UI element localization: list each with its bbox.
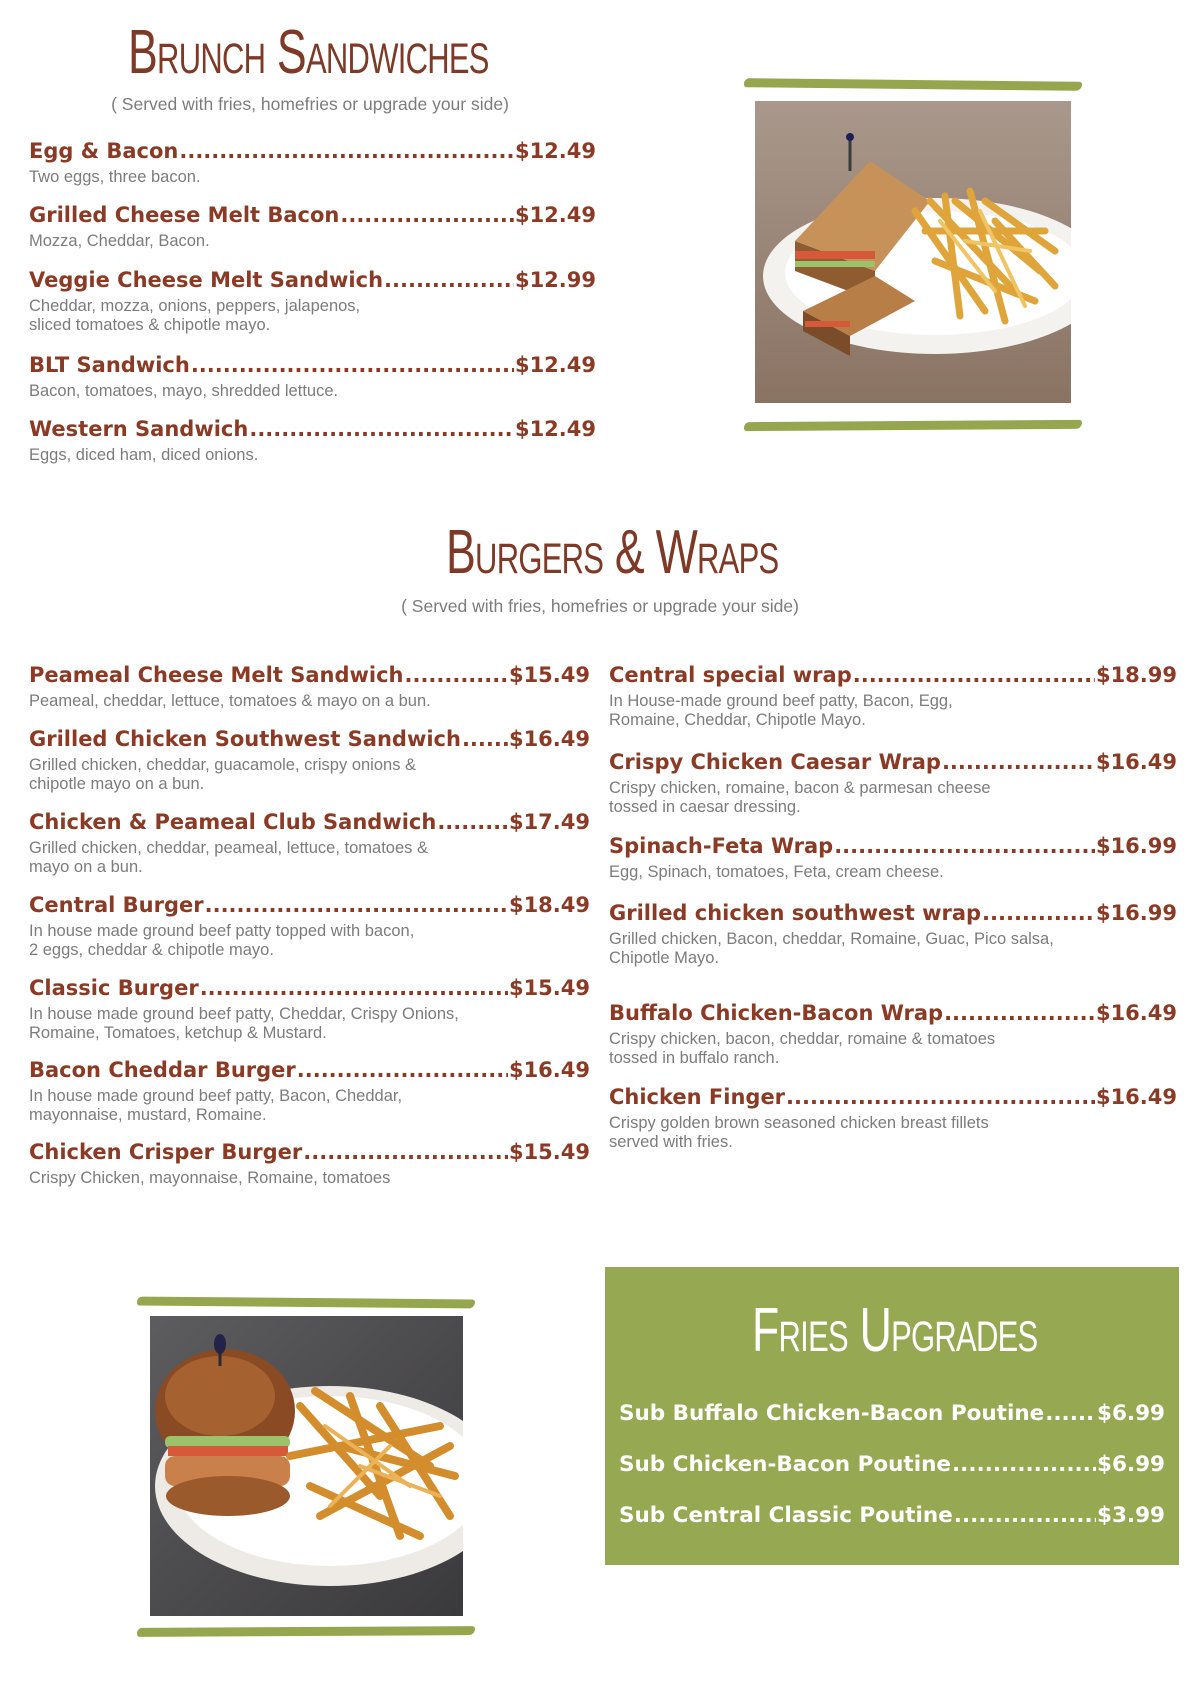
menu-item-price: $12.49 <box>514 353 596 377</box>
menu-item-price: $15.49 <box>508 976 590 1000</box>
menu-item-description: Crispy chicken, romaine, bacon & parmesan cheese tossed in caesar dressing. <box>609 779 991 817</box>
brush-stroke <box>744 420 1082 431</box>
menu-item <box>29 893 590 960</box>
dot-leader <box>942 750 1095 774</box>
menu-item <box>609 750 1177 817</box>
dot-leader <box>303 1140 508 1164</box>
dot-leader <box>954 1504 1096 1529</box>
menu-item-description: In house made ground beef patty, Cheddar, Crispy Onions, Romaine, Tomatoes, ketchup & Mustard. <box>29 1005 459 1043</box>
burgers-subtitle: ( Served with fries, homefries or upgrade your side) <box>401 596 799 616</box>
menu-item <box>29 353 596 401</box>
menu-item <box>29 810 590 877</box>
dot-leader <box>952 1453 1096 1478</box>
menu-item-description: Crispy chicken, bacon, cheddar, romaine & tomatoes tossed in buffalo ranch. <box>609 1030 996 1068</box>
menu-item-row <box>29 268 596 292</box>
menu-item-name: Western Sandwich <box>29 417 249 441</box>
dot-leader <box>249 417 514 441</box>
menu-item-name: Sub Central Classic Poutine <box>619 1503 953 1528</box>
menu-item-price: $12.49 <box>514 139 596 163</box>
menu-item-row <box>609 1085 1177 1109</box>
club-sandwich-fries-image <box>755 101 1071 403</box>
menu-item <box>29 268 596 335</box>
menu-item <box>29 727 590 794</box>
menu-item-name: Peameal Cheese Melt Sandwich <box>29 663 404 687</box>
dot-leader <box>179 139 514 163</box>
menu-item <box>29 976 590 1043</box>
menu-item-price: $16.99 <box>1095 834 1177 858</box>
menu-item <box>29 139 596 187</box>
menu-item-description: Crispy golden brown seasoned chicken breast fillets served with fries. <box>609 1114 989 1152</box>
menu-item-row <box>609 901 1177 925</box>
menu-item-price: $16.49 <box>1095 1085 1177 1109</box>
menu-item-row <box>609 1001 1177 1025</box>
menu-item-price: $16.49 <box>1095 1001 1177 1025</box>
fries-upgrades-box <box>605 1267 1179 1565</box>
menu-item <box>29 417 596 465</box>
menu-item-description: In House-made ground beef patty, Bacon, Egg, Romaine, Cheddar, Chipotle Mayo. <box>609 692 953 730</box>
menu-item-row <box>29 139 596 163</box>
menu-item-name: Grilled chicken southwest wrap <box>609 901 982 925</box>
dot-leader <box>437 810 508 834</box>
menu-item-name: Spinach-Feta Wrap <box>609 834 834 858</box>
menu-item-price: $6.99 <box>1096 1452 1165 1477</box>
menu-item-description: Bacon, tomatoes, mayo, shredded lettuce. <box>29 382 339 401</box>
menu-item-row <box>29 976 590 1000</box>
dot-leader <box>191 353 514 377</box>
menu-item-row <box>29 663 590 687</box>
menu-item-name: Chicken Finger <box>609 1085 786 1109</box>
menu-item-price: $17.49 <box>508 810 590 834</box>
burger-photo <box>150 1316 463 1616</box>
menu-item-row <box>29 353 596 377</box>
menu-item-price: $3.99 <box>1096 1503 1165 1528</box>
menu-item-description: Peameal, cheddar, lettuce, tomatoes & mayo on a bun. <box>29 692 431 711</box>
menu-item-price: $16.99 <box>1095 901 1177 925</box>
menu-item-row <box>619 1504 1165 1529</box>
dot-leader <box>462 727 508 751</box>
menu-item-name: Buffalo Chicken-Bacon Wrap <box>609 1001 944 1025</box>
menu-item <box>29 203 596 251</box>
menu-item-price: $16.49 <box>508 1058 590 1082</box>
brush-stroke <box>137 1626 475 1637</box>
menu-item-description: Eggs, diced ham, diced onions. <box>29 446 259 465</box>
menu-item-name: Sub Buffalo Chicken-Bacon Poutine <box>619 1401 1045 1426</box>
menu-item-name: Grilled Cheese Melt Bacon <box>29 203 340 227</box>
dot-leader <box>205 893 508 917</box>
menu-item <box>609 1001 1177 1068</box>
menu-item-row <box>29 1058 590 1082</box>
menu-item-row <box>29 727 590 751</box>
menu-item-price: $12.49 <box>514 417 596 441</box>
menu-item-price: $6.99 <box>1096 1401 1165 1426</box>
burger-fries-image <box>150 1316 463 1616</box>
menu-item-row <box>29 203 596 227</box>
dot-leader <box>786 1085 1095 1109</box>
menu-item-row <box>29 417 596 441</box>
menu-item <box>609 901 1177 968</box>
menu-item <box>619 1453 1165 1478</box>
menu-item-row <box>609 750 1177 774</box>
menu-item-price: $15.49 <box>508 663 590 687</box>
menu-item-price: $18.49 <box>508 893 590 917</box>
dot-leader <box>1045 1402 1096 1427</box>
brunch-subtitle: ( Served with fries, homefries or upgrade your side) <box>111 94 509 114</box>
menu-item-name: Central special wrap <box>609 663 852 687</box>
menu-item-name: Bacon Cheddar Burger <box>29 1058 296 1082</box>
fries-title: Fries Upgrades <box>752 1296 1038 1365</box>
menu-item-name: Chicken Crisper Burger <box>29 1140 303 1164</box>
menu-item-row <box>609 834 1177 858</box>
menu-item-name: Grilled Chicken Southwest Sandwich <box>29 727 461 751</box>
menu-item-price: $12.49 <box>514 203 596 227</box>
menu-item-description: In house made ground beef patty, Bacon, Cheddar, mayonnaise, mustard, Romaine. <box>29 1087 403 1125</box>
menu-item-row <box>29 1140 590 1164</box>
dot-leader <box>340 203 514 227</box>
menu-item-price: $12.99 <box>514 268 596 292</box>
menu-item-description: Grilled chicken, cheddar, peameal, lettuce, tomatoes & mayo on a bun. <box>29 839 428 877</box>
dot-leader <box>404 663 507 687</box>
menu-item <box>619 1402 1165 1427</box>
dot-leader <box>834 834 1095 858</box>
menu-item-name: BLT Sandwich <box>29 353 190 377</box>
burgers-title: Burgers & Wraps <box>446 518 779 587</box>
menu-item-row <box>619 1402 1165 1427</box>
menu-item-description: Grilled chicken, cheddar, guacamole, crispy onions & chipotle mayo on a bun. <box>29 756 417 794</box>
dot-leader <box>297 1058 508 1082</box>
menu-item-description: In house made ground beef patty topped with bacon, 2 eggs, cheddar & chipotle mayo. <box>29 922 415 960</box>
menu-item-description: Cheddar, mozza, onions, peppers, jalapenos, sliced tomatoes & chipotle mayo. <box>29 297 361 335</box>
menu-item <box>619 1504 1165 1529</box>
menu-item <box>609 663 1177 730</box>
dot-leader <box>853 663 1095 687</box>
menu-item <box>609 1085 1177 1152</box>
menu-item <box>29 663 590 711</box>
menu-item-row <box>619 1453 1165 1478</box>
menu-item-description: Grilled chicken, Bacon, cheddar, Romaine, Guac, Pico salsa, Chipotle Mayo. <box>609 930 1054 968</box>
menu-item <box>29 1058 590 1125</box>
menu-item-name: Egg & Bacon <box>29 139 179 163</box>
menu-item-price: $16.49 <box>508 727 590 751</box>
menu-item-description: Mozza, Cheddar, Bacon. <box>29 232 210 251</box>
dot-leader <box>982 901 1095 925</box>
menu-item-name: Central Burger <box>29 893 204 917</box>
brush-stroke <box>137 1297 475 1309</box>
dot-leader <box>384 268 514 292</box>
menu-item-row <box>29 810 590 834</box>
menu-item-description: Egg, Spinach, tomatoes, Feta, cream cheese. <box>609 863 944 882</box>
dot-leader <box>200 976 508 1000</box>
brush-stroke <box>744 78 1082 91</box>
menu-item <box>609 834 1177 882</box>
sandwich-photo <box>755 101 1071 403</box>
dot-leader <box>944 1001 1095 1025</box>
menu-item-name: Chicken & Peameal Club Sandwich <box>29 810 437 834</box>
menu-item-name: Crispy Chicken Caesar Wrap <box>609 750 941 774</box>
menu-item-price: $15.49 <box>508 1140 590 1164</box>
menu-item-row <box>609 663 1177 687</box>
menu-item <box>29 1140 590 1188</box>
brunch-title: Brunch Sandwiches <box>128 18 489 87</box>
menu-item-name: Sub Chicken-Bacon Poutine <box>619 1452 951 1477</box>
menu-item-name: Classic Burger <box>29 976 199 1000</box>
menu-item-price: $18.99 <box>1095 663 1177 687</box>
menu-item-row <box>29 893 590 917</box>
menu-item-description: Two eggs, three bacon. <box>29 168 201 187</box>
menu-item-price: $16.49 <box>1095 750 1177 774</box>
menu-item-description: Crispy Chicken, mayonnaise, Romaine, tomatoes <box>29 1169 391 1188</box>
menu-item-name: Veggie Cheese Melt Sandwich <box>29 268 384 292</box>
